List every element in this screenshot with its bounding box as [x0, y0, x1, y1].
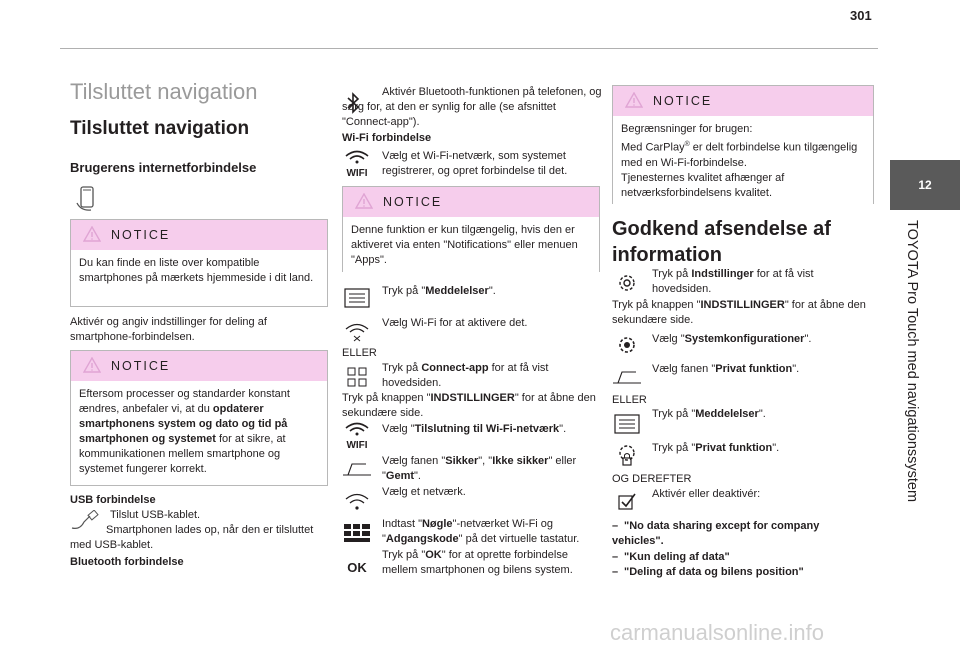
step-text-bold: Systemkonfigurationer — [684, 333, 805, 345]
registered-mark: ® — [684, 141, 690, 148]
step-text: Vælg " — [652, 333, 685, 345]
notice-header — [71, 220, 327, 250]
step-text: " på det virtuelle tastatur. — [458, 533, 580, 545]
wifi-text: Vælg et Wi-Fi-netværk, som systemet registrerer, og opret forbindelse til det. — [382, 150, 568, 177]
step-settings-button — [612, 298, 870, 328]
step-text: Tryk på knappen " — [612, 299, 701, 311]
option-item: – "Kun deling af data" — [612, 551, 730, 563]
step-text: Tryk på " — [652, 408, 696, 420]
step-text: for at få vist hovedsiden. — [652, 268, 814, 295]
step-text: " eller " — [382, 455, 577, 482]
step-text-bold: Connect-app — [421, 362, 489, 374]
notice-body — [613, 116, 873, 207]
step-settings — [342, 391, 600, 421]
wifi-heading: Wi-Fi forbindelse — [342, 132, 432, 144]
step-settings-open — [612, 267, 870, 297]
bluetooth-text — [342, 85, 604, 130]
section-heading: Tilsluttet navigation — [70, 118, 250, 139]
notice-text: for at sikre, at kommunikationen mellem smartphone og systemet fungerer korrekt. — [79, 433, 286, 475]
notice-body — [71, 381, 327, 483]
step-text: ". — [772, 442, 780, 454]
notice-title: NOTICE — [111, 359, 171, 373]
warning-icon — [83, 226, 101, 247]
step-text-bold: INDSTILLINGER — [430, 392, 515, 404]
notice-body: Du kan finde en liste over kompatible smartphones på mærkets hjemmeside i dit land. — [71, 250, 327, 292]
step-notifications — [612, 407, 870, 422]
step-text: ". — [758, 408, 766, 420]
notice-text: Eftersom processer og standarder konstant ændres, anbefaler vi, at du — [79, 388, 290, 415]
step-text-bold: Tilslutning til Wi-Fi-netværk — [414, 423, 560, 435]
notice-header — [343, 187, 599, 217]
warning-icon — [625, 92, 643, 113]
chapter-title: TOYOTA Pro Touch med navigationssystem — [904, 220, 920, 503]
notice-text: Begrænsninger for brugen: — [621, 123, 753, 135]
step-private-function — [612, 441, 870, 456]
step-text: Vælg " — [382, 423, 415, 435]
option-item: – "Deling af data og bilens position" — [612, 566, 804, 578]
notice-title: NOTICE — [111, 228, 171, 242]
step-toggle: Aktivér eller deaktivér: — [652, 488, 761, 500]
usb-note-text: Smartphonen lades op, når den er tilsluttet med USB-kablet. — [70, 524, 314, 551]
step-text: ". — [414, 470, 421, 482]
step-text-bold: Nøgle — [421, 518, 453, 530]
step-text: Tryk på — [382, 362, 422, 374]
usb-heading: USB forbindelse — [70, 494, 156, 506]
ok-icon-label: OK — [347, 559, 367, 575]
then-label: OG DEREFTER — [612, 473, 692, 485]
step-text: for at få vist hovedsiden. — [382, 362, 549, 389]
section-heading: Godkend afsendelse af information — [612, 218, 831, 266]
usb-note — [70, 523, 328, 553]
step-wifi-activate: Vælg Wi-Fi for at aktivere det. — [382, 317, 528, 329]
option-text: "Kun deling af data" — [624, 551, 730, 563]
paragraph: Aktivér og angiv indstillinger for deling af smartphone-forbindelsen. — [70, 316, 267, 343]
step-text: Vælg fanen " — [382, 455, 446, 467]
notice-header — [613, 86, 873, 116]
notice-text-part: Med CarPlay — [621, 141, 685, 154]
option-item: – "No data sharing except for company vehicles". — [612, 520, 820, 547]
notice-box — [70, 219, 328, 307]
or-label: ELLER — [612, 394, 647, 406]
warning-icon — [83, 357, 101, 378]
step-notifications — [342, 284, 600, 299]
step-text: " for at åbne den sekundære side. — [612, 299, 866, 326]
wifi-icon-label: WIFI — [346, 439, 368, 451]
step-ok — [342, 548, 600, 578]
step-text: Indtast " — [382, 518, 422, 530]
or-label: ELLER — [342, 347, 377, 359]
watermark: carmanualsonline.info — [610, 620, 825, 645]
step-text: Tryk på " — [382, 549, 426, 561]
step-text: ", " — [478, 455, 493, 467]
step-text-bold: Meddelelser — [695, 408, 759, 420]
step-text-bold: Privat funktion — [695, 442, 773, 454]
step-text-bold: Gemt — [385, 470, 415, 482]
step-enter-key — [342, 517, 600, 547]
notice-box — [342, 186, 600, 272]
step-connect-app — [342, 361, 600, 391]
notice-text-part: er delt forbindelse kun tilgængelig med en Wi-Fi-forbindelse. — [621, 141, 858, 169]
step-text: Vælg fanen " — [652, 363, 716, 375]
notice-header — [71, 351, 327, 381]
step-private-tab — [612, 362, 870, 377]
wifi-icon-label: WIFI — [346, 167, 368, 179]
step-select-network: Vælg et netværk. — [382, 486, 466, 498]
notice-title: NOTICE — [653, 94, 713, 108]
smartphone-hand-icon — [72, 184, 102, 214]
step-text-bold: Sikker — [445, 455, 479, 467]
step-text: ". — [488, 285, 496, 297]
step-text-bold: Privat funktion — [715, 363, 793, 375]
notice-text — [621, 137, 865, 171]
step-text-bold: Adgangskode — [385, 533, 459, 545]
subheading: Brugerens internetforbindelse — [70, 160, 257, 175]
notice-text-bold: opdaterer smartphonens system og dato og tid på smartphonen og systemet — [79, 403, 288, 445]
step-text: Tryk på " — [382, 285, 426, 297]
step-text-bold: Ikke sikker — [492, 455, 549, 467]
chapter-tab[interactable]: 12 — [890, 160, 960, 210]
page-number: 301 — [850, 8, 872, 23]
top-divider — [60, 48, 878, 49]
step-select-tab — [342, 454, 600, 484]
step-system-config — [612, 332, 870, 347]
section-title: Tilsluttet navigation — [70, 79, 258, 104]
notice-box — [612, 85, 874, 204]
step-text: Tryk på " — [652, 442, 696, 454]
step-text-bold: INDSTILLINGER — [700, 299, 785, 311]
step-text-bold: Indstillinger — [691, 268, 754, 280]
step-text: ". — [804, 333, 812, 345]
step-select-wifi — [342, 422, 600, 437]
option-text: "Deling af data og bilens position" — [624, 566, 804, 578]
step-text: ". — [792, 363, 800, 375]
step-text: ". — [559, 423, 567, 435]
notice-title: NOTICE — [383, 195, 443, 209]
option-text: "No data sharing except for company vehicles". — [612, 520, 820, 547]
step-text: Tryk på — [652, 268, 692, 280]
step-text: " for at åbne den sekundære side. — [342, 392, 596, 419]
notice-text: Tjenesternes kvalitet afhænger af netværksforbindelsens kvalitet. — [621, 171, 785, 199]
step-text-bold: OK — [425, 549, 442, 561]
warning-icon — [355, 193, 373, 214]
step-text: Tryk på knappen " — [342, 392, 431, 404]
bluetooth-text-content: Aktivér Bluetooth-funktionen på telefonen, og sørg for, at den er synlig for alle (se afsnittet "Connect-app"). — [342, 86, 602, 128]
notice-body: Denne funktion er kun tilgængelig, hvis den er aktiveret via enten "Notifications" eller menuen "Apps". — [343, 217, 599, 274]
step-text-bold: Meddelelser — [425, 285, 489, 297]
usb-step: Tilslut USB-kablet. — [110, 509, 201, 521]
bluetooth-heading: Bluetooth forbindelse — [70, 556, 184, 568]
step-text: " for at oprette forbindelse mellem smartphonen og bilens system. — [382, 549, 573, 576]
notice-box — [70, 350, 328, 486]
step-text: "-netværket Wi-Fi og " — [382, 518, 554, 545]
